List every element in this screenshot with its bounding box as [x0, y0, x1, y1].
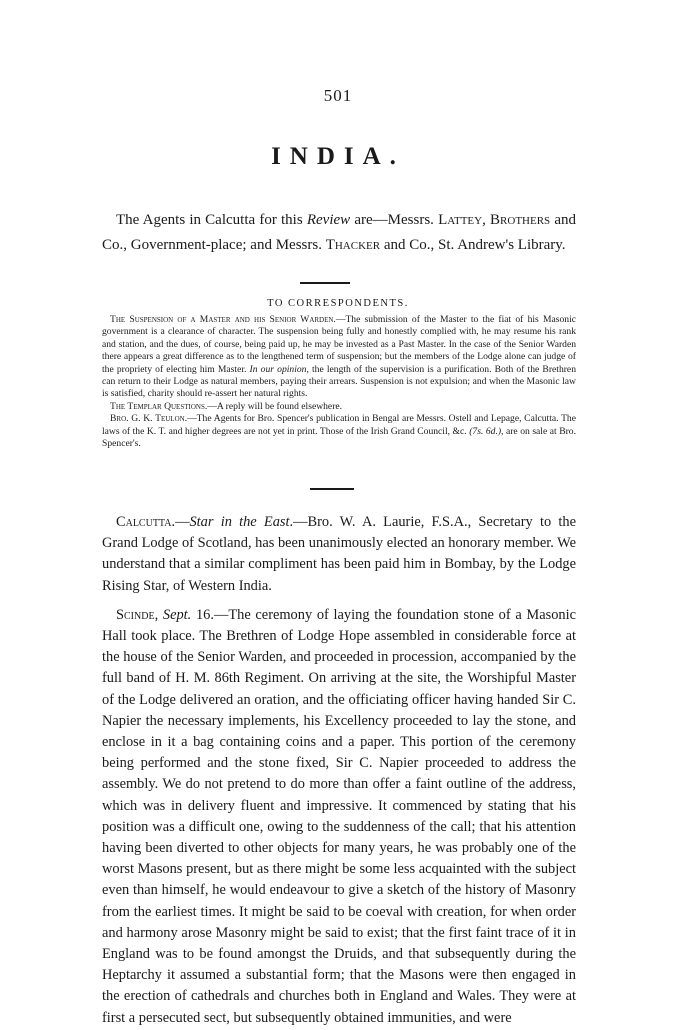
correspondents-note-suspension — [102, 314, 576, 401]
scinde-text: 16.—The ceremony of laying the foundation stone of a Masonic Hall took place. The Brethren of Lodge Hope assembled in considerable force at the house of the Senior Warden, and proceeded in procession, accompanied by the full band of H. M. 86th Regiment. On arriving at the site, the Worshipful Master of the Lodge delivered an oration, and the officiating officer having handed Sir C. Napier the necessary implements, his Excellency proceeded to lay the stone, and enclose in it a bag containing coins and a paper. This portion of the ceremony being performed and the stone fixed, Sir C. Napier proceeded to address the assembly. We do not pretend to do more than offer a faint outline of the address, which was in delivery fluent and impressive. It commenced by stating that his position was a difficult one, owing to the suddenness of the call; that his attention having been diverted to other objects for many years, he was probably one of the worst Masons present, but as there might be some less acquainted with the subject even than himself, he would endeavour to give a sketch of the history of Masonry from the earliest times. It might be said to be coeval with creation, for when order and harmony arose Masonry might be said to exist; that the first faint trace of it in England was to be found amongst the Druids, and that subsequently during the Heptarchy it assumed a substantial form; that the Masons were then engaged in the erection of cathedrals and churches both in England and Wales. They were at first a persecuted sect, but subsequently obtained immunities, and were — [102, 606, 576, 1026]
note-lead: The Suspension of a Master and his Senior Warden. — [110, 314, 336, 325]
note-text: , are on sale at Bro. Spencer's. — [102, 425, 576, 450]
agents-review: Review — [306, 212, 351, 228]
agents-text-1: The Agents in Calcutta for this — [116, 212, 307, 228]
calcutta-text: .—Bro. W. A. Laurie, F.S.A., Secretary to the Grand Lodge of Scotland, has been unanimously elected an honorary member. We understand that a similar compliment has been paid him in Bombay, by the Lodge Rising Star, of Western India. — [102, 514, 576, 594]
correspondents-note-templar — [102, 401, 576, 413]
scinde-paragraph — [102, 605, 576, 1029]
calcutta-lead: Calcutta — [116, 514, 172, 530]
correspondents-note-teulon — [102, 413, 576, 450]
agents-text-3: , — [482, 212, 491, 228]
note-text: —The submission of the Master to the fiat of his Masonic government is a clearance of character. The suspension being fully and honestly complied with, he may resume his rank and station, and the dues, of course, being paid up, he may be invested as a Past Master. In the case of the Senior Warden there appears a great difference as to the lengthened term of suspension; but the members of the Lodge alone can judge of the propriety of electing him Master. — [102, 314, 576, 375]
agents-text-5: and Co., St. Andrew's Library. — [380, 237, 566, 253]
agents-text-2: are—Messrs. — [350, 212, 439, 228]
agents-lattey: Lattey — [438, 212, 483, 228]
calcutta-italic: Star in the East — [189, 514, 290, 530]
news-body — [102, 512, 576, 1029]
section-divider-top — [300, 282, 350, 284]
scinde-sep: , — [154, 606, 163, 623]
note-italic: In our opinion — [249, 363, 307, 375]
agents-thacker: Thacker — [325, 237, 381, 253]
note-price: (7s. 6d.) — [469, 425, 502, 437]
page-title: INDIA. — [271, 143, 405, 170]
scinde-lead: Scinde — [116, 606, 155, 623]
note-text: —A reply will be found elsewhere. — [207, 400, 343, 412]
correspondents-notes — [102, 314, 576, 450]
note-lead: The Templar Questions. — [110, 400, 208, 412]
section-divider-bottom — [310, 488, 354, 490]
agents-text-4: and Co., Government-place; and Messrs. — [102, 212, 576, 253]
note-lead: Bro. G. K. Teulon — [110, 413, 185, 425]
page-number: 501 — [323, 86, 353, 105]
note-text: .—The Agents for Bro. Spencer's publication in Bengal are Messrs. Ostell and Lepage, Calcutta. The laws of the K. T. and higher degrees are not yet in print. Those of the Irish Grand Council, &c. — [102, 413, 576, 437]
agents-brothers: Brothers — [490, 212, 551, 228]
note-text: , the length of the supervision is a purification. Both of the Brethren can return to their Lodge as natural members, paying their arrears. Suspension is not expulsion; and when the Masonic law is satisfied, charity should re-assert her natural rights. — [102, 363, 576, 400]
agents-notice — [102, 208, 576, 258]
calcutta-dash: .— — [171, 514, 190, 530]
calcutta-paragraph — [102, 512, 576, 597]
correspondents-heading: TO CORRESPONDENTS. — [267, 298, 409, 309]
scinde-date: Sept. — [162, 606, 192, 623]
